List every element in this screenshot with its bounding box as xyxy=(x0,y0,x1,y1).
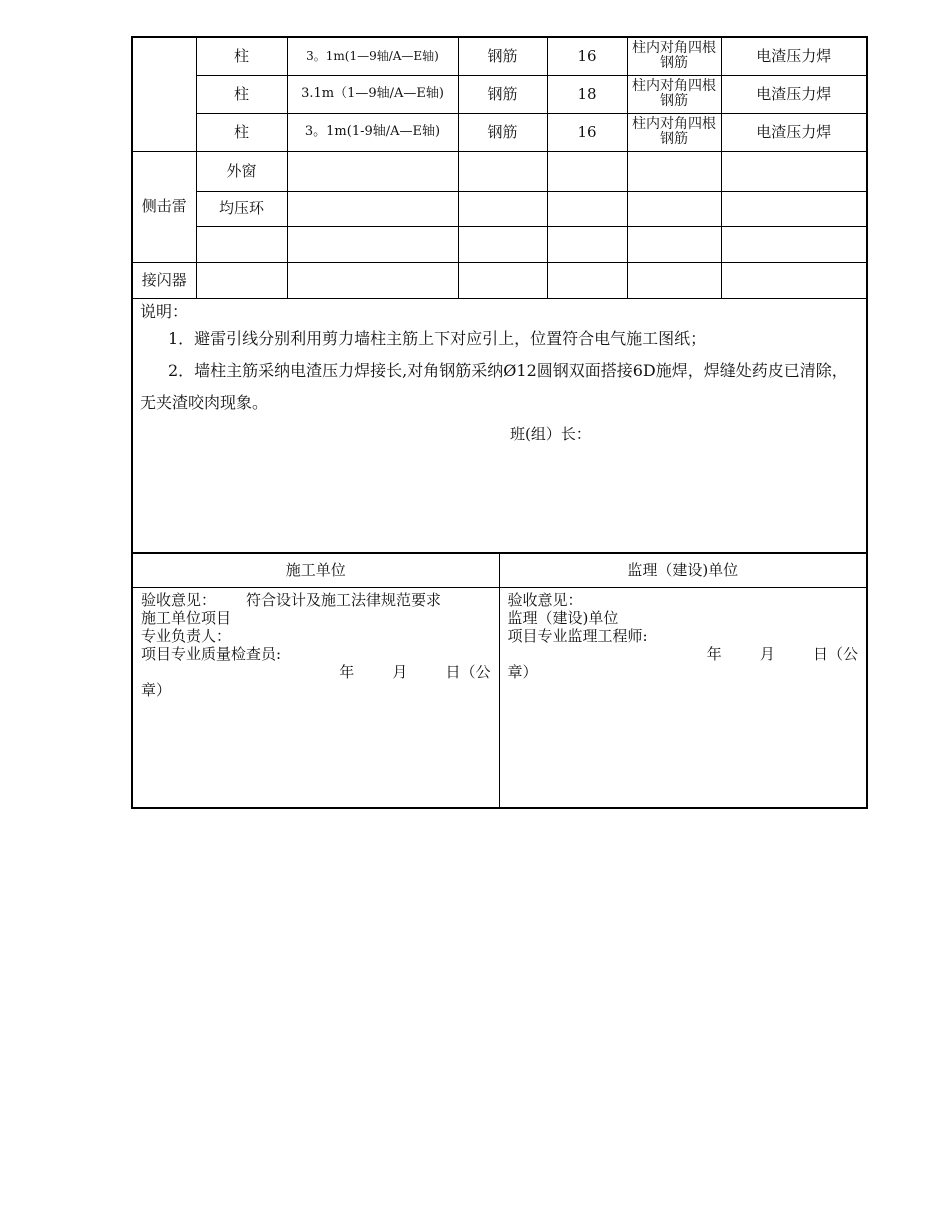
contractor-line-2: 施工单位项目 xyxy=(141,608,232,627)
group-cell xyxy=(132,37,196,151)
contractor-date: 年 月 日（公 xyxy=(339,662,491,681)
empty-cell xyxy=(547,151,627,191)
method-cell: 柱内对角四根钢筋 xyxy=(627,37,721,75)
contractor-header: 施工单位 xyxy=(132,553,499,588)
connection-cell: 电渣压力焊 xyxy=(721,75,867,113)
item-cell: 均压环 xyxy=(196,191,287,226)
notes-row xyxy=(132,298,867,552)
note-item-1: 1．避雷引线分别利用剪力墙柱主筋上下对应引上，位置符合电气施工图纸； xyxy=(168,328,707,348)
team-leader-label: 班(组）长： xyxy=(510,424,591,443)
signature-table xyxy=(131,552,868,809)
inspection-record-sheet xyxy=(131,36,866,809)
empty-cell xyxy=(627,191,721,226)
empty-cell xyxy=(196,262,287,298)
empty-cell xyxy=(627,262,721,298)
contractor-line-3: 专业负责人： xyxy=(141,626,232,645)
empty-cell xyxy=(287,226,458,262)
contractor-line-4: 项目专业质量检查员: xyxy=(141,644,282,663)
item-cell: 柱 xyxy=(196,75,287,113)
contractor-opinion: 符合设计及施工法律规范要求 xyxy=(246,590,442,609)
empty-cell xyxy=(287,191,458,226)
connection-cell: 电渣压力焊 xyxy=(721,37,867,75)
empty-cell xyxy=(721,226,867,262)
supervisor-line-2: 监理（建设)单位 xyxy=(507,608,619,627)
empty-cell xyxy=(721,151,867,191)
spec-cell: 16 xyxy=(547,37,627,75)
spec-cell: 18 xyxy=(547,75,627,113)
empty-cell xyxy=(721,262,867,298)
empty-cell xyxy=(547,262,627,298)
supervisor-header: 监理（建设)单位 xyxy=(499,553,867,588)
empty-cell xyxy=(458,226,547,262)
empty-cell xyxy=(627,226,721,262)
empty-cell xyxy=(547,226,627,262)
material-cell: 钢筋 xyxy=(458,113,547,151)
supervisor-opinion-label: 验收意见： xyxy=(507,590,583,609)
table-row xyxy=(132,262,867,298)
contractor-opinion-line xyxy=(141,591,491,609)
note-item-2: 2．墙柱主筋采纳电渣压力焊接长,对角钢筋采纳Ø12圆钢双面搭接6D施焊，焊缝处药皮已清除，无夹渣咬肉现象。 xyxy=(140,360,848,412)
location-cell: 3。1m(1-9轴/A—E轴) xyxy=(287,113,458,151)
material-cell: 钢筋 xyxy=(458,75,547,113)
empty-cell xyxy=(287,262,458,298)
material-cell: 钢筋 xyxy=(458,37,547,75)
item-cell: 柱 xyxy=(196,37,287,75)
method-cell: 柱内对角四根钢筋 xyxy=(627,75,721,113)
table-row xyxy=(132,75,867,113)
table-row xyxy=(132,191,867,226)
supervisor-date: 年 月 日（公 xyxy=(706,644,858,663)
connection-cell: 电渣压力焊 xyxy=(721,113,867,151)
location-cell: 3.1m（1—9轴/A—E轴) xyxy=(287,75,458,113)
empty-cell xyxy=(721,191,867,226)
side-strike-label: 侧击雷 xyxy=(132,151,196,262)
table-row xyxy=(132,113,867,151)
contractor-section xyxy=(132,587,499,808)
table-row xyxy=(132,226,867,262)
item-cell xyxy=(196,226,287,262)
contractor-seal: 章） xyxy=(141,680,172,699)
spec-cell: 16 xyxy=(547,113,627,151)
empty-cell xyxy=(458,262,547,298)
empty-cell xyxy=(627,151,721,191)
air-terminal-label: 接闪器 xyxy=(132,262,196,298)
item-cell: 柱 xyxy=(196,113,287,151)
inspection-table xyxy=(131,36,868,553)
supervisor-line-3: 项目专业监理工程师: xyxy=(507,626,648,645)
method-cell: 柱内对角四根钢筋 xyxy=(627,113,721,151)
empty-cell xyxy=(547,191,627,226)
notes-title: 说明： xyxy=(140,301,189,321)
notes-cell xyxy=(132,298,867,552)
item-cell: 外窗 xyxy=(196,151,287,191)
contractor-opinion-label: 验收意见： xyxy=(141,590,217,609)
supervisor-seal: 章） xyxy=(507,662,538,681)
supervisor-section xyxy=(499,587,867,808)
empty-cell xyxy=(287,151,458,191)
empty-cell xyxy=(458,191,547,226)
empty-cell xyxy=(458,151,547,191)
location-cell: 3。1m(1—9轴/A—E轴) xyxy=(287,37,458,75)
table-row xyxy=(132,37,867,75)
table-row xyxy=(132,151,867,191)
